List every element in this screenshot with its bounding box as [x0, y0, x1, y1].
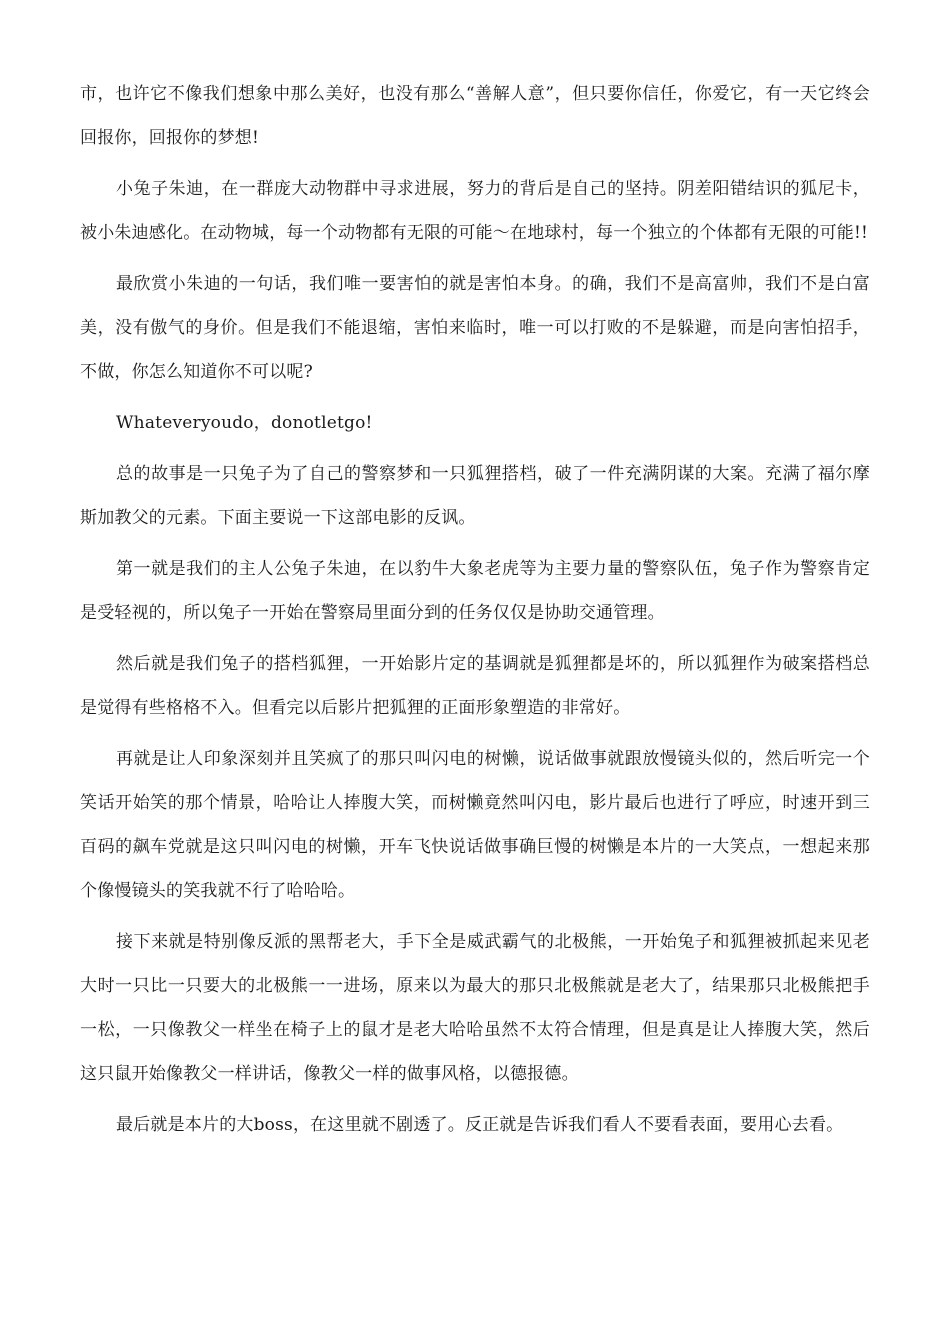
paragraph-continued: 市，也许它不像我们想象中那么美好，也没有那么“善解人意”，但只要你信任，你爱它，有一天它终会回报你，回报你的梦想!	[80, 84, 870, 148]
paragraph: 最后就是本片的大boss，在这里就不剧透了。反正就是告诉我们看人不要看表面，要用心去看。	[116, 1115, 844, 1135]
paragraph-english-quote: Whateveryoudo，donotletgo!	[116, 413, 373, 433]
paragraph: 小兔子朱迪，在一群庞大动物群中寻求进展，努力的背后是自己的坚持。阴差阳错结识的狐尼卡，被小朱迪感化。在动物城，每一个动物都有无限的可能～在地球村，每一个独立的个体都有无限的可能!!	[80, 179, 870, 243]
paragraph: 再就是让人印象深刻并且笑疯了的那只叫闪电的树懒，说话做事就跟放慢镜头似的，然后听完一个笑话开始笑的那个情景，哈哈让人捧腹大笑，而树懒竟然叫闪电，影片最后也进行了呼应，时速开到三百码的飙车党就是这只叫闪电的树懒，开车飞快说话做事确巨慢的树懒是本片的一大笑点，一想起来那个像慢镜头的笑我就不行了哈哈哈。	[80, 749, 870, 901]
document-body	[80, 72, 870, 1154]
paragraph: 总的故事是一只兔子为了自己的警察梦和一只狐狸搭档，破了一件充满阴谋的大案。充满了福尔摩斯加教父的元素。下面主要说一下这部电影的反讽。	[80, 464, 870, 528]
paragraph: 接下来就是特别像反派的黑帮老大，手下全是威武霸气的北极熊，一开始兔子和狐狸被抓起来见老大时一只比一只要大的北极熊一一进场，原来以为最大的那只北极熊就是老大了，结果那只北极熊把手一松，一只像教父一样坐在椅子上的鼠才是老大哈哈虽然不太符合情理，但是真是让人捧腹大笑，然后这只鼠开始像教父一样讲话，像教父一样的做事风格，以德报德。	[80, 932, 870, 1084]
paragraph: 最欣赏小朱迪的一句话，我们唯一要害怕的就是害怕本身。的确，我们不是高富帅，我们不是白富美，没有傲气的身价。但是我们不能退缩，害怕来临时，唯一可以打败的不是躲避，而是向害怕招手，不做，你怎么知道你不可以呢?	[80, 274, 870, 382]
paragraph: 然后就是我们兔子的搭档狐狸，一开始影片定的基调就是狐狸都是坏的，所以狐狸作为破案搭档总是觉得有些格格不入。但看完以后影片把狐狸的正面形象塑造的非常好。	[80, 654, 870, 718]
paragraph: 第一就是我们的主人公兔子朱迪，在以豹牛大象老虎等为主要力量的警察队伍，兔子作为警察肯定是受轻视的，所以兔子一开始在警察局里面分到的任务仅仅是协助交通管理。	[80, 559, 870, 623]
